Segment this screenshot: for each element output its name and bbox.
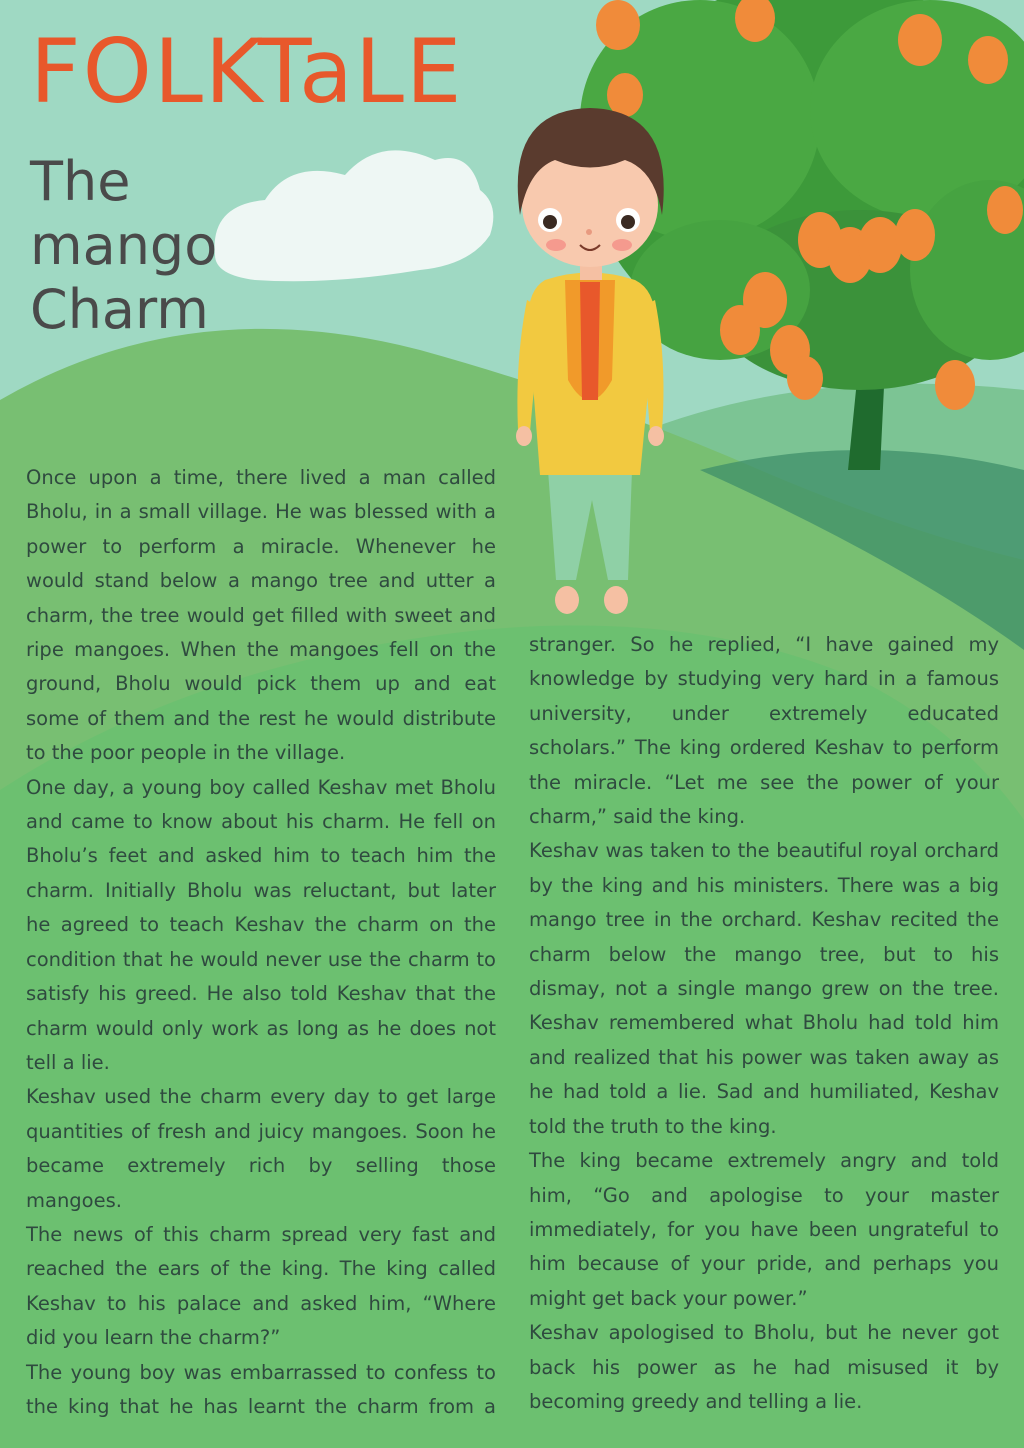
story-paragraph: One day, a young boy called Keshav met Bholu and came to know about his charm. He fell on Bholu’s feet and asked him to teach him the charm. Initially Bholu was reluctant, but later he agreed to teach Keshav the charm on the condition that he would never use the charm to satisfy his greed. He also told Keshav that the charm would only work as long as he does not tell a lie. (26, 775, 496, 1074)
story-column-right (529, 628, 999, 1419)
story-paragraph: Keshav used the charm every day to get large quantities of fresh and juicy mangoes. Soon he became extremely rich by selling those mangoes. (26, 1085, 496, 1212)
story-paragraph: Keshav apologised to Bholu, but he never got back his power as he had misused it by becoming greedy and telling a lie. (529, 1321, 999, 1413)
story-paragraph: The king became extremely angry and told him, “Go and apologise to your master immediately, for you have been ungrateful to him because of your pride, and perhaps you might get back your power.” (529, 1149, 999, 1310)
page-title: FOLKTaLE (30, 20, 464, 123)
story-paragraph: Keshav was taken to the beautiful royal orchard by the king and his ministers. There was a big mango tree in the orchard. Keshav recited the charm below the mango tree, but to his dismay, not a single mango grew on the tree. Keshav remembered what Bholu had told him and realized that his power was taken away as he had told a lie. Sad and humiliated, Keshav told the truth to the king. (529, 839, 999, 1138)
story-paragraph: The news of this charm spread very fast and reached the ears of the king. The king called Keshav to his palace and asked him, “Where did you learn the charm?” (26, 1222, 496, 1350)
story-paragraph: The young boy was embarrassed to confess to the king that he has learnt the charm from a (26, 1360, 496, 1418)
story-column-left (26, 461, 496, 1424)
story-title: The mango Charm (30, 150, 218, 341)
story-paragraph: stranger. So he replied, “I have gained my knowledge by studying very hard in a famous university, under extremely educated scholars.” The king ordered Keshav to perform the miracle. “Let me see the power of your charm,” said the king. (529, 633, 999, 829)
story-paragraph: Once upon a time, there lived a man called Bholu, in a small village. He was blessed with a power to perform a miracle. Whenever he would stand below a mango tree and utter a charm, the tree would get filled with sweet and ripe mangoes. When the mangoes fell on the ground, Bholu would pick them up and eat some of them and the rest he would distribute to the poor people in the village. (26, 466, 496, 765)
